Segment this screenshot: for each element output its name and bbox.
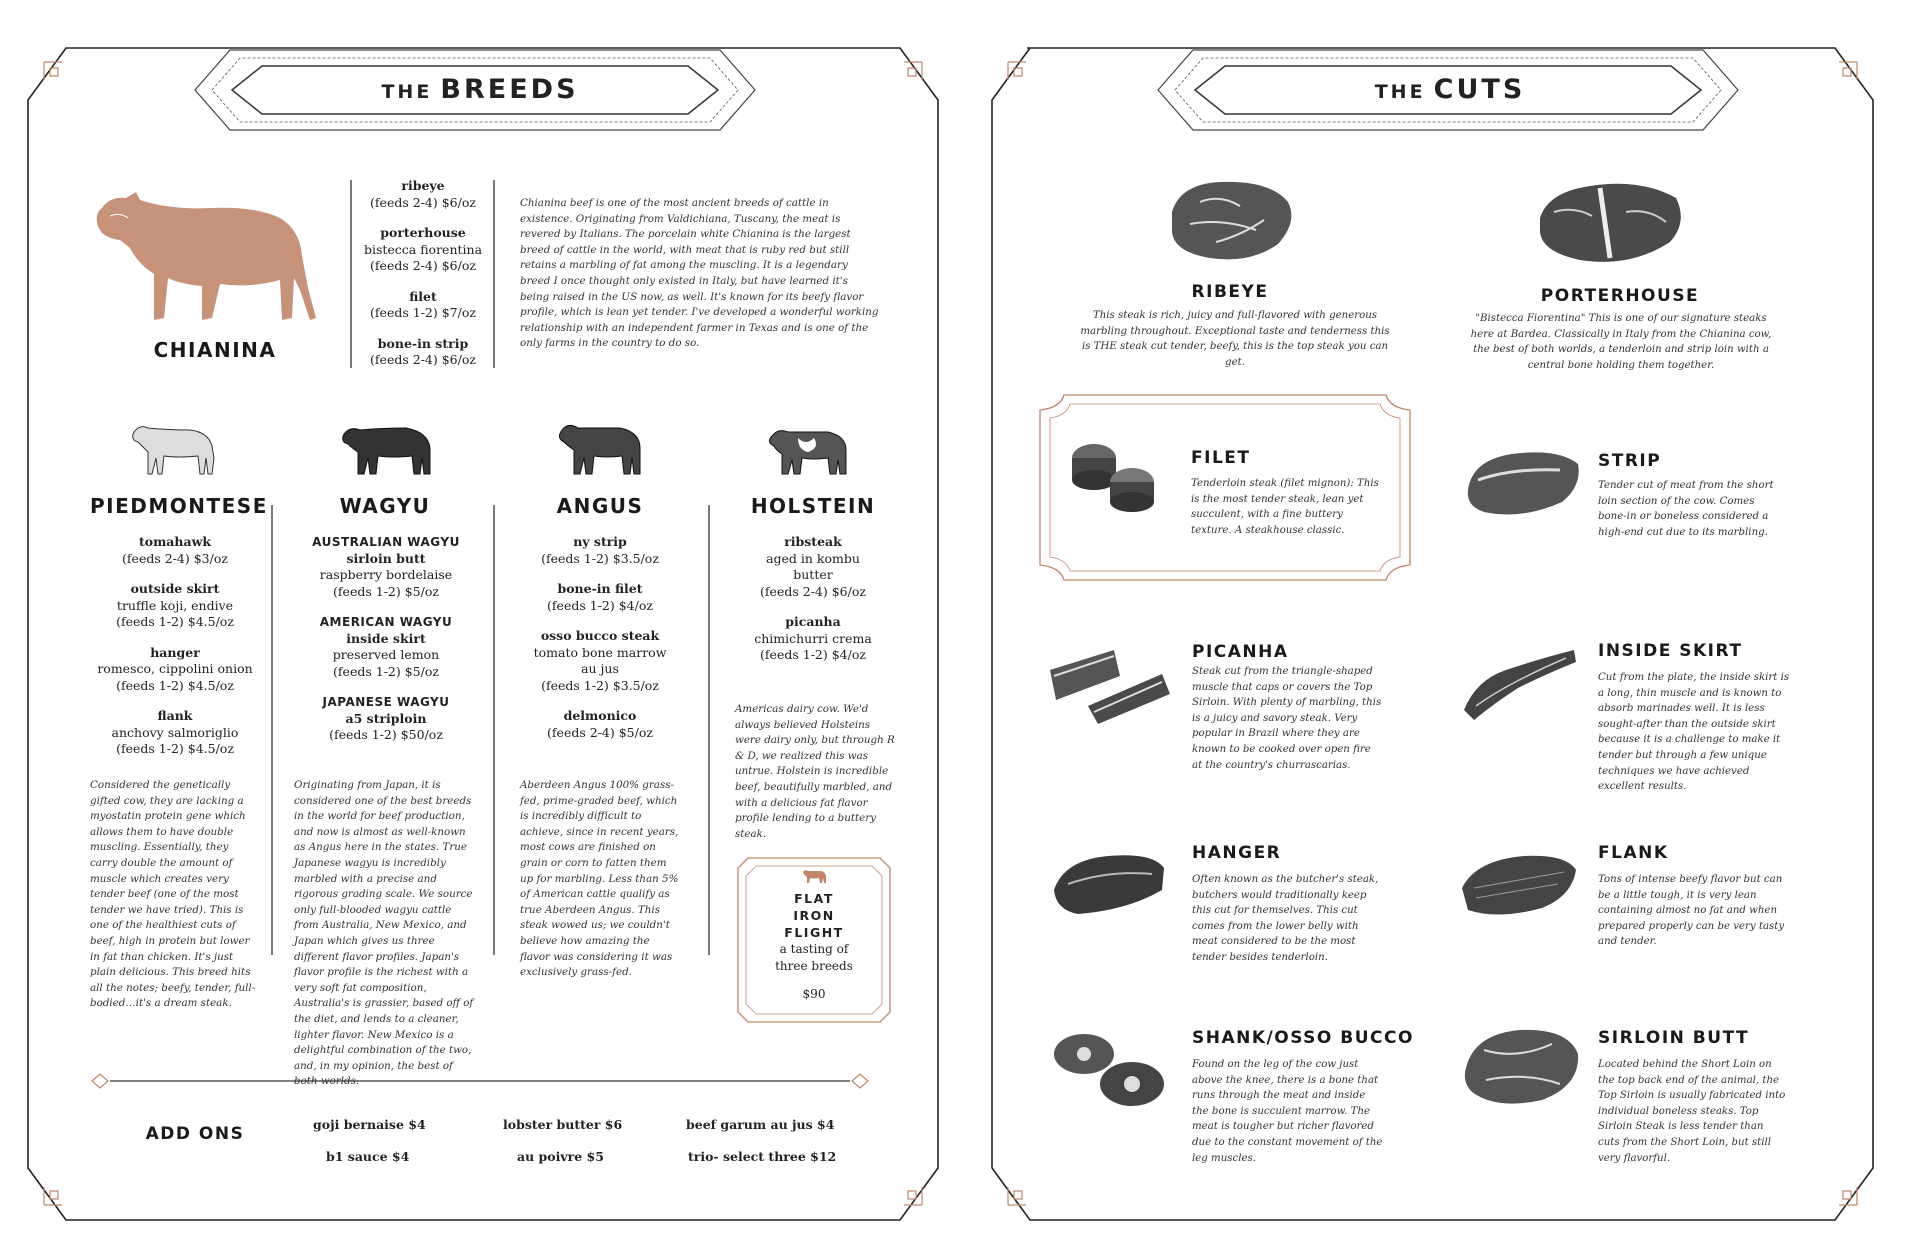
item-sub: butter <box>793 567 833 582</box>
item-name: bone-in strip <box>377 335 469 351</box>
page-title: BREEDS <box>440 74 579 105</box>
item-price: (feeds 1-2) $3.5/oz <box>541 550 659 566</box>
menu-item <box>300 614 472 680</box>
angus-items <box>515 534 685 755</box>
cut-desc-shank: Found on the leg of the cow just above the knee, there is a bone that runs through the meat and inside the bone is succulent marrow. The meat is tougher but richer flavored due to the constant movement of the leg muscles. <box>1192 1059 1383 1164</box>
page-title: CUTS <box>1433 74 1526 105</box>
strip-photo <box>1462 440 1584 522</box>
chianina-items <box>355 178 491 383</box>
cut-title-sirloin-butt: SIRLOIN BUTT <box>1598 1028 1750 1048</box>
item-sub: anchovy salmoriglio <box>111 724 239 740</box>
addon-item: trio- select three $12 <box>688 1149 837 1164</box>
cut-desc-filet: Tenderloin steak (filet mignon): This is the most tender steak, lean yet succulent, with a fine buttery texture. A steakhouse classic. <box>1191 478 1379 536</box>
breed-name-chianina: CHIANINA <box>153 338 277 362</box>
flank-photo <box>1454 842 1584 922</box>
cut-title-porterhouse: PORTERHOUSE <box>1540 286 1700 306</box>
menu-item <box>355 336 491 369</box>
sirloin-butt-photo <box>1456 1020 1586 1112</box>
flight-line2: three breeds <box>775 959 853 973</box>
breed-name-holstein: HOLSTEIN <box>750 494 876 518</box>
breeds-header <box>380 74 580 105</box>
cut-desc-inside-skirt: Cut from the plate, the inside skirt is a long, thin muscle and is known to absorb marinades well. It is less sought-after than the outside skirt because it is a challenge to make it tender but through a few unique techniques we have achieved excellent results. <box>1598 672 1790 793</box>
menu-item <box>300 694 472 744</box>
inside-skirt-photo <box>1456 640 1582 726</box>
item-sub: au jus <box>581 661 619 676</box>
cut-desc-flank: Tons of intense beefy flavor but can be a little tough, it is very lean containing almost no fat and when prepared properly can be very tasty and tender. <box>1598 874 1785 948</box>
wagyu-cow-icon <box>338 418 436 480</box>
wagyu-items <box>300 534 472 758</box>
angus-cow-icon <box>556 418 646 480</box>
cut-title-filet: FILET <box>1191 448 1251 468</box>
angus-description: Aberdeen Angus 100% grass-fed, prime-graded beef, which is incredibly difficult to achieve, since in recent years, most cows are finished on grain or corn to fatten them up for marbling. Less than 5% of American cattle qualify as true Aberdeen Angus. This steak wowed us; we couldn't believe how amazing the flavor was considering it was exclusively grass-fed. <box>520 779 679 979</box>
item-price: (feeds 2-4) $6/oz <box>370 258 476 273</box>
cut-title-shank: SHANK/OSSO BUCCO <box>1192 1028 1414 1048</box>
piedmontese-cow-icon <box>128 418 218 480</box>
item-price: (feeds 1-2) $5/oz <box>333 663 439 679</box>
chianina-cow-illustration <box>80 168 320 338</box>
cut-title-picanha: PICANHA <box>1192 642 1289 662</box>
item-name: picanha <box>785 614 841 629</box>
item-price: (feeds 2-4) $3/oz <box>122 550 228 566</box>
item-price: (feeds 1-2) $4.5/oz <box>116 677 234 693</box>
item-price: (feeds 2-4) $6/oz <box>370 352 476 367</box>
item-name: outside skirt <box>130 581 220 596</box>
cut-title-inside-skirt: INSIDE SKIRT <box>1598 641 1743 661</box>
cut-title-hanger: HANGER <box>1192 843 1282 863</box>
item-name: flank <box>157 708 193 723</box>
flight-title: FLAT IRON FLIGHT <box>784 891 844 940</box>
cut-title-ribeye: RIBEYE <box>1191 282 1269 302</box>
addon-item: beef garum au jus $4 <box>686 1117 835 1132</box>
addon-item: au poivre $5 <box>517 1149 604 1164</box>
item-sub: aged in kombu <box>766 550 860 566</box>
cut-desc-strip: Tender cut of meat from the short loin section of the cow. Comes bone-in or boneless considered a high-end cut due to its marbling. <box>1598 480 1774 538</box>
item-price: (feeds 1-2) $4/oz <box>760 647 866 662</box>
item-name: filet <box>409 288 437 304</box>
menu-item <box>728 614 898 664</box>
item-group: JAPANESE WAGYU <box>322 695 450 709</box>
cow-icon <box>801 868 827 884</box>
item-name: bone-in filet <box>557 581 643 596</box>
addon-item: lobster butter $6 <box>503 1117 623 1132</box>
item-price: (feeds 1-2) $4.5/oz <box>116 614 234 629</box>
menu-item <box>728 534 898 600</box>
menu-item <box>90 708 260 758</box>
item-sub: bistecca fiorentina <box>363 241 483 257</box>
item-sub: truffle koji, endive <box>116 597 234 613</box>
menu-item <box>355 289 491 322</box>
piedmontese-description: Considered the genetically gifted cow, they are lacking a myostatin protein gene which allows them to have double muscling. Essentially, they carry double the amount of muscle which creates very tender beef (one of the most tender we have tried). This is one of the healthiest cuts of beef, high in protein but lower in fat than chicken. It's just plain delicious. This breed hits all the notes; beefy, tender, full-bodied…it's a dream steak. <box>90 779 256 1010</box>
filet-photo <box>1064 436 1164 516</box>
item-name: sirloin butt <box>346 550 426 566</box>
header-the: THE <box>381 81 433 103</box>
item-sub: romesco, cippolini onion <box>97 661 253 676</box>
flight-line1: a tasting of <box>779 942 849 956</box>
item-sub: raspberry bordelaise <box>319 567 453 582</box>
item-name: tomahawk <box>138 534 212 549</box>
holstein-description: Americas dairy cow. We'd always believed Holsteins were dairy only, but through R & D, we realized this was untrue. Holstein is incredible beef, beautifully marbled, and with a delicious fat flavor profile lending to a buttery steak. <box>735 703 895 840</box>
item-sub: chimichurri crema <box>754 630 872 646</box>
flight-price: $90 <box>802 987 826 1001</box>
holstein-items <box>728 534 898 678</box>
ribeye-photo <box>1160 172 1300 270</box>
menu-item <box>515 708 685 741</box>
porterhouse-photo <box>1530 172 1690 272</box>
breed-name-piedmontese: PIEDMONTESE <box>90 494 268 518</box>
item-price: (feeds 1-2) $5/oz <box>333 583 439 599</box>
holstein-cow-icon <box>768 424 852 480</box>
item-group: AUSTRALIAN WAGYU <box>312 535 460 549</box>
addon-item: b1 sauce $4 <box>326 1149 410 1164</box>
item-price: (feeds 1-2) $4/oz <box>547 597 653 613</box>
addons-title: ADD ONS <box>145 1124 245 1144</box>
item-price: (feeds 1-2) $4.5/oz <box>116 741 234 756</box>
item-group: AMERICAN WAGYU <box>319 615 453 629</box>
cut-desc-hanger: Often known as the butcher's steak, butchers would traditionally keep this cut for themselves. This cut comes from the lower belly with meat considered to be the most tender besides tenderloin. <box>1192 874 1379 963</box>
item-price: (feeds 1-2) $7/oz <box>370 305 476 320</box>
item-name: a5 striploin <box>345 710 427 726</box>
cut-title-flank: FLANK <box>1598 843 1669 863</box>
header-the: THE <box>1374 81 1426 103</box>
picanha-photo <box>1044 636 1176 726</box>
hanger-photo <box>1048 840 1170 920</box>
flat-iron-flight-box <box>746 866 882 1001</box>
menu-item <box>355 178 491 211</box>
item-price: (feeds 2-4) $6/oz <box>760 583 866 599</box>
breed-name-wagyu: WAGYU <box>339 494 431 518</box>
cut-title-strip: STRIP <box>1598 451 1662 471</box>
item-name: porterhouse <box>380 225 466 240</box>
breed-name-angus: ANGUS <box>556 494 644 518</box>
addon-item: goji bernaise $4 <box>313 1117 426 1132</box>
menu-item <box>515 581 685 614</box>
menu-item <box>90 581 260 631</box>
menu-item <box>90 645 260 695</box>
item-price: (feeds 2-4) $5/oz <box>547 724 653 740</box>
piedmontese-items <box>90 534 260 772</box>
item-sub: preserved lemon <box>332 647 440 662</box>
item-name: ny strip <box>573 534 627 549</box>
cut-desc-sirloin-butt: Located behind the Short Loin on the top back end of the animal, the Top Sirloin is usually fabricated into individual boneless steaks. Top Sirloin Steak is less tender than cuts from the Short Loin, but still very flavorful. <box>1598 1059 1786 1164</box>
menu-item <box>515 534 685 567</box>
menu-item <box>515 628 685 694</box>
item-price: (feeds 1-2) $50/oz <box>329 727 443 742</box>
chianina-description: Chianina beef is one of the most ancient breeds of cattle in existence. Originating from Valdichiana, Tuscany, the meat is revered by Italians. The porcelain white Chianina is the largest breed of cattle in the world, with meat that is ruby red but still retains a marbling of fat among the muscling. It is a legendary breed I once thought only existed in Italy, but have learned it's being raised in the US now, as well. It's known for its beefy flavor profile, which is lean yet tender. I've developed a wonderful working relationship with an independent farmer in Texas and is one of the only farms in the country to do so. <box>520 197 879 350</box>
cut-desc-picanha: Steak cut from the triangle-shaped muscle that caps or covers the Top Sirloin. With plenty of marbling, this is a juicy and savory steak. Very popular in Brazil where they are known to be cooked over open fire at the country's churrascarias. <box>1192 666 1382 771</box>
item-name: inside skirt <box>346 630 426 646</box>
menu-item <box>300 534 472 600</box>
item-name: ribeye <box>401 178 445 193</box>
item-name: hanger <box>150 644 200 660</box>
wagyu-description: Originating from Japan, it is considered one of the best breeds in the world for beef production, and now is almost as well-known as Angus here in the states. True Japanese wagyu is incredibly marbled with a precise and rigorous grading scale. We source only full-blooded wagyu cattle from Australia, New Mexico, and Japan which gives us three different flavor profiles. Japan's flavor profile is the richest with a very soft fat composition, Australia's is grassier, based off of the diet, and lends to a cleaner, lighter flavor. New Mexico is a delightful combination of the two, and, in my opinion, the best of both worlds. <box>294 779 474 1088</box>
item-price: (feeds 1-2) $3.5/oz <box>541 677 659 693</box>
menu-item <box>90 534 260 567</box>
item-name: delmonico <box>563 708 637 723</box>
shank-photo <box>1048 1024 1172 1114</box>
item-price: (feeds 2-4) $6/oz <box>370 194 476 210</box>
item-name: ribsteak <box>784 534 842 549</box>
item-name: osso bucco steak <box>540 628 660 643</box>
cut-desc-porterhouse: "Bistecca Fiorentina" This is one of our signature steaks here at Bardea. Classically in Italy from the Chianina cow, the best of both worlds, a tenderloin and strip loin with a central bone holding them together. <box>1470 313 1772 371</box>
cuts-header <box>1350 74 1550 105</box>
menu-item <box>355 225 491 275</box>
cut-desc-ribeye: This steak is rich, juicy and full-flavored with generous marbling throughout. Exceptional taste and tenderness this is THE steak cut tender, beefy, this is the top steak you can get. <box>1080 310 1390 368</box>
item-sub: tomato bone marrow <box>533 644 667 660</box>
